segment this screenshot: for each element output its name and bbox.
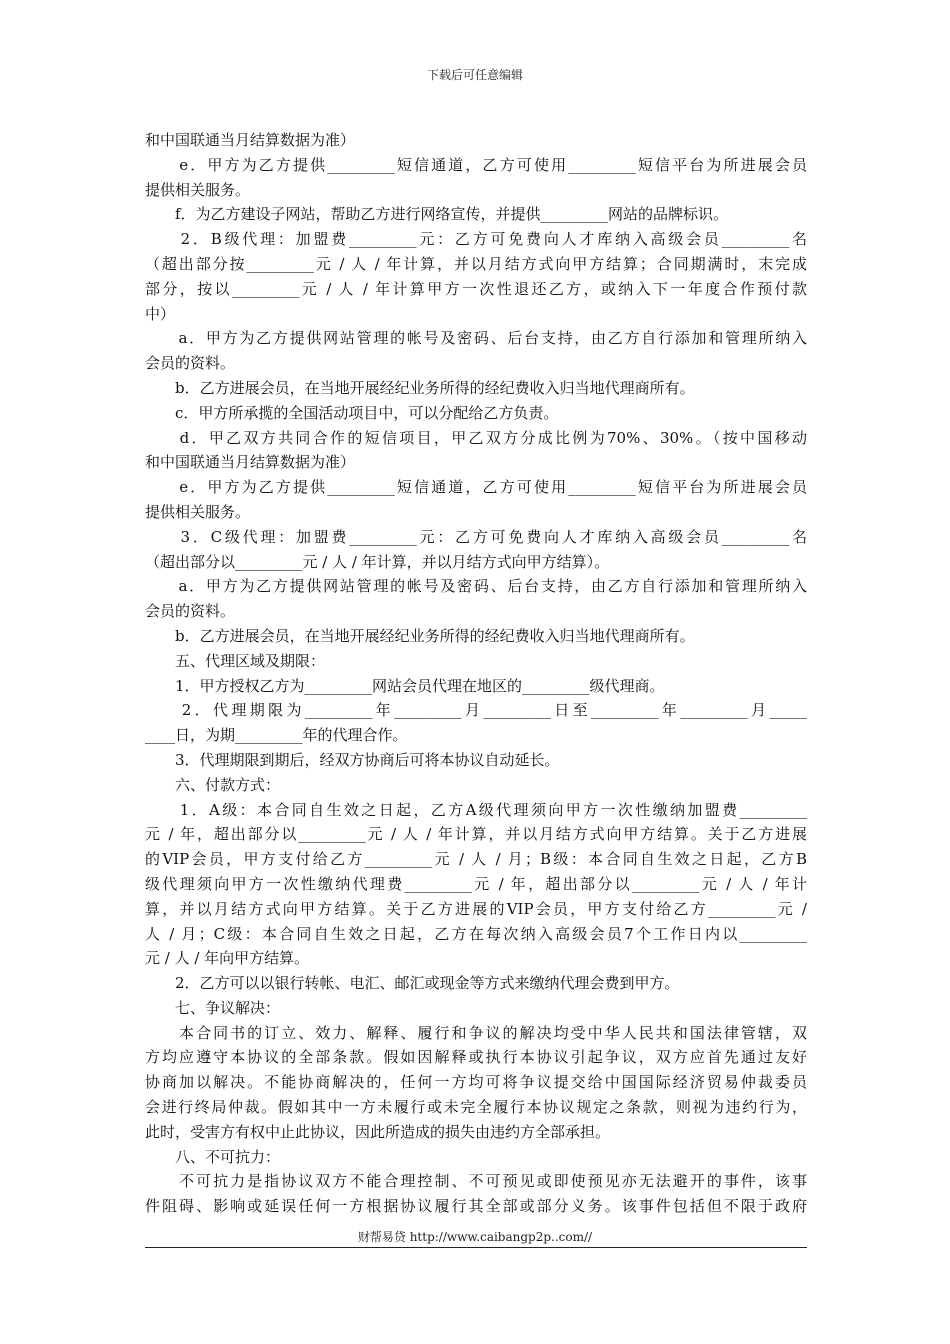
text-line: 七、争议解决：: [145, 998, 281, 1017]
text-line: 会员的资料。: [145, 602, 236, 621]
text-line: 协商加以解决。不能协商解决的，任何一方均可将争议提交给中国国际经济贸易仲裁委员: [145, 1073, 807, 1092]
text-line: 1．A级：本合同自生效之日起，乙方A级代理须向甲方一次性缴纳加盟费_________: [145, 800, 807, 819]
text-line: 提供相关服务。: [145, 180, 251, 199]
footer-divider: [145, 1247, 807, 1248]
text-line: 3．C级代理：加盟费_________元：乙方可免费向人才库纳入高级会员_________名: [145, 527, 807, 546]
text-line: 元 / 年，超出部分以_________元 / 人 / 年计算，并以月结方式向甲方结算。关于乙方进展: [145, 825, 807, 844]
text-line: 本合同书的订立、效力、解释、履行和争议的解决均受中华人民共和国法律管辖，双: [145, 1023, 807, 1042]
text-line: 八、不可抗力：: [145, 1147, 281, 1166]
text-line: 元 / 人 / 年向甲方结算。: [145, 949, 310, 968]
text-line: 和中国联通当月结算数据为准）: [145, 453, 356, 472]
page-header: 下载后可任意编辑: [426, 68, 523, 82]
text-line: 2．B级代理：加盟费_________元：乙方可免费向人才库纳入高级会员_________名: [145, 230, 807, 249]
text-line: a．甲方为乙方提供网站管理的帐号及密码、后台支持，由乙方自行添加和管理所纳入: [145, 329, 807, 348]
text-line: 的VIP会员，甲方支付给乙方_________元 / 人 / 月；B级：本合同自生效之日起，乙方B: [145, 850, 807, 869]
text-line: 不可抗力是指协议双方不能合理控制、不可预见或即使预见亦无法避开的事件，该事: [145, 1172, 807, 1191]
text-line: 人 / 月；C级：本合同自生效之日起，乙方在每次纳入高级会员7个工作日内以_________: [145, 924, 807, 943]
text-line: 2．代理期限为_________年_________月_________日至_________年_________月_____: [145, 701, 807, 720]
text-line: 3．代理期限到期后，经双方协商后可将本协议自动延长。: [145, 750, 560, 769]
text-line: d．甲乙双方共同合作的短信项目，甲乙双方分成比例为70%、30%。（按中国移动: [145, 428, 807, 447]
text-line: 1．甲方授权乙方为_________网站会员代理在地区的_________级代理商。: [145, 676, 665, 695]
text-line: 部分，按以_________元 / 人 / 年计算甲方一次性退还乙方，或纳入下一年度合作预付款: [145, 279, 807, 298]
text-line: 和中国联通当月结算数据为准）: [145, 131, 356, 149]
text-line: 2．乙方可以以银行转帐、电汇、邮汇或现金等方式来缴纳代理会费到甲方。: [145, 974, 680, 993]
text-line: 会进行终局仲裁。假如其中一方未履行或未完全履行本协议规定之条款，则视为违约行为，: [145, 1098, 807, 1117]
text-line: 中）: [145, 304, 176, 323]
text-line: a．甲方为乙方提供网站管理的帐号及密码、后台支持，由乙方自行添加和管理所纳入: [145, 577, 807, 596]
text-line: b．乙方进展会员，在当地开展经纪业务所得的经纪费收入归当地代理商所有。: [145, 378, 695, 397]
text-line: （超出部分按_________元 / 人 / 年计算，并以月结方式向甲方结算；合同期满时，末完成: [145, 254, 807, 273]
text-line: f．为乙方建设子网站，帮助乙方进行网络宣传，并提供_________网站的品牌标识。: [145, 205, 729, 224]
text-line: e．甲方为乙方提供_________短信通道，乙方可使用_________短信平台为所进展会员: [145, 478, 807, 497]
text-line: 级代理须向甲方一次性缴纳代理费_________元 / 年，超出部分以_________元 / 人 / 年计: [145, 874, 807, 893]
text-line: ____日，为期_________年的代理合作。: [145, 726, 408, 745]
text-line: 此时，受害方有权中止此协议，因此所造成的损失由违约方全部承担。: [145, 1122, 611, 1141]
text-line: b．乙方进展会员，在当地开展经纪业务所得的经纪费收入归当地代理商所有。: [145, 626, 695, 645]
text-line: 提供相关服务。: [145, 502, 251, 521]
text-line: 六、付款方式：: [145, 775, 281, 794]
page-footer: 财帮易贷 http://www.caibangp2p..com//: [357, 1230, 593, 1244]
text-line: 算，并以月结方式向甲方结算。关于乙方进展的VIP会员，甲方支付给乙方_________元 /: [145, 899, 807, 918]
text-line: 方均应遵守本协议的全部条款。假如因解释或执行本协议引起争议，双方应首先通过友好: [145, 1048, 807, 1067]
text-line: 五、代理区域及期限：: [145, 651, 326, 670]
text-line: e．甲方为乙方提供_________短信通道，乙方可使用_________短信平台为所进展会员: [145, 155, 807, 174]
text-line: （超出部分以_________元 / 人 / 年计算，并以月结方式向甲方结算）。: [145, 552, 610, 571]
document-body: [145, 128, 807, 1219]
text-line: 件阻碍、影响或延误任何一方根据协议履行其全部或部分义务。该事件包括但不限于政府: [145, 1197, 807, 1216]
text-line: 会员的资料。: [145, 354, 236, 373]
text-line: c．甲方所承揽的全国活动项目中，可以分配给乙方负责。: [145, 403, 559, 422]
